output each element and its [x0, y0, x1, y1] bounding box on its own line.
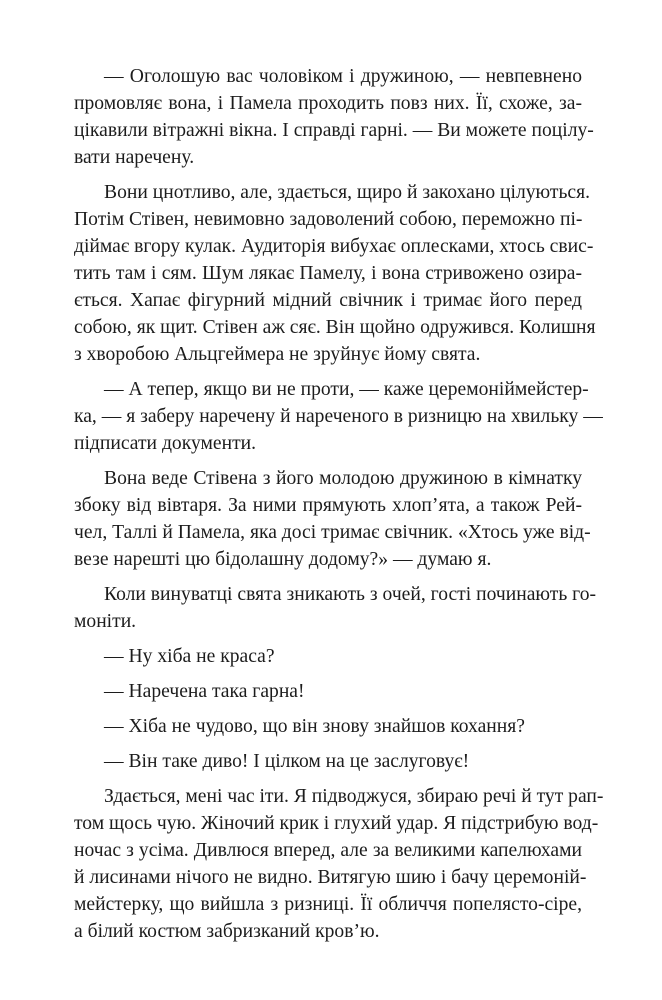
text-line: вати наречену. — [74, 147, 195, 168]
book-page — [74, 63, 604, 945]
text-line: собою, як щит. Стівен аж сяє. Він щойно одружився. Колишня — [74, 317, 596, 338]
text-line: ка, — я заберу наречену й нареченого в ризницю на хвильку — — [74, 406, 603, 427]
text-line: — Ну хіба не краса? — [104, 646, 275, 667]
text-line: — Наречена така гарна! — [104, 681, 305, 702]
text-line: Коли винуватці свята зникають з очей, гості починають го- — [104, 584, 597, 605]
text-line: — Хіба не чудово, що він знову знайшов кохання? — [104, 716, 525, 737]
text-line: моніти. — [74, 611, 137, 632]
text-line: цікавили вітражні вікна. І справді гарні. — Ви можете поцілу- — [74, 120, 594, 141]
text-line: мейстерку, що вийшла з ризниці. Її обличчя попелясто-сіре, — [74, 894, 582, 915]
dialogue-line — [74, 678, 582, 705]
text-line: тить там і сям. Шум лякає Памелу, і вона стривожено озира- — [74, 263, 582, 284]
paragraph — [74, 179, 596, 368]
text-line: підписати документи. — [74, 433, 257, 454]
paragraph — [74, 581, 597, 635]
text-line: ється. Хапає фігурний мідний свічник і тримає його перед — [74, 290, 582, 311]
text-line: й лисинами нічого не видно. Витягую шию і бачу церемоній- — [74, 867, 587, 888]
paragraph — [74, 376, 603, 457]
text-line: — Він таке диво! І цілком на це заслуговує! — [104, 751, 470, 772]
text-line: — Оголошую вас чоловіком і дружиною, — невпевнено — [104, 66, 582, 87]
dialogue-line — [74, 713, 582, 740]
paragraph — [74, 465, 591, 573]
text-line: Вони цнотливо, але, здається, щиро й закохано цілуються. — [104, 182, 591, 203]
paragraph — [74, 63, 594, 171]
paragraph — [74, 783, 604, 945]
text-line: Здається, мені час іти. Я підводжуся, збираю речі й тут рап- — [104, 786, 604, 807]
text-line: Потім Стівен, невимовно задоволений собою, переможно пі- — [74, 209, 583, 230]
text-line: а білий костюм забризканий кров’ю. — [74, 921, 380, 942]
text-line: везе нарешті цю бідолашну додому?» — думаю я. — [74, 549, 492, 570]
text-line: Вона веде Стівена з його молодою дружиною в кімнатку — [104, 468, 582, 489]
text-line: з хворобою Альцгеймера не зруйнує йому свята. — [74, 344, 481, 365]
dialogue-line — [74, 643, 582, 670]
text-line: промовляє вона, і Памела проходить повз них. Її, схоже, за- — [74, 93, 582, 114]
text-line: діймає вгору кулак. Аудиторія вибухає оплесками, хтось свис- — [74, 236, 594, 257]
text-line: — А тепер, якщо ви не проти, — каже церемоніймейстер- — [104, 379, 589, 400]
text-line: чел, Таллі й Памела, яка досі тримає свічник. «Хтось уже від- — [74, 522, 591, 543]
text-line: збоку від вівтаря. За ними прямують хлоп’ята, а також Рей- — [74, 495, 582, 516]
text-line: ночас з усіма. Дивлюся вперед, але за великими капелюхами — [74, 840, 582, 861]
dialogue-line — [74, 748, 582, 775]
text-line: том щось чую. Жіночий крик і глухий удар. Я підстрибую вод- — [74, 813, 599, 834]
